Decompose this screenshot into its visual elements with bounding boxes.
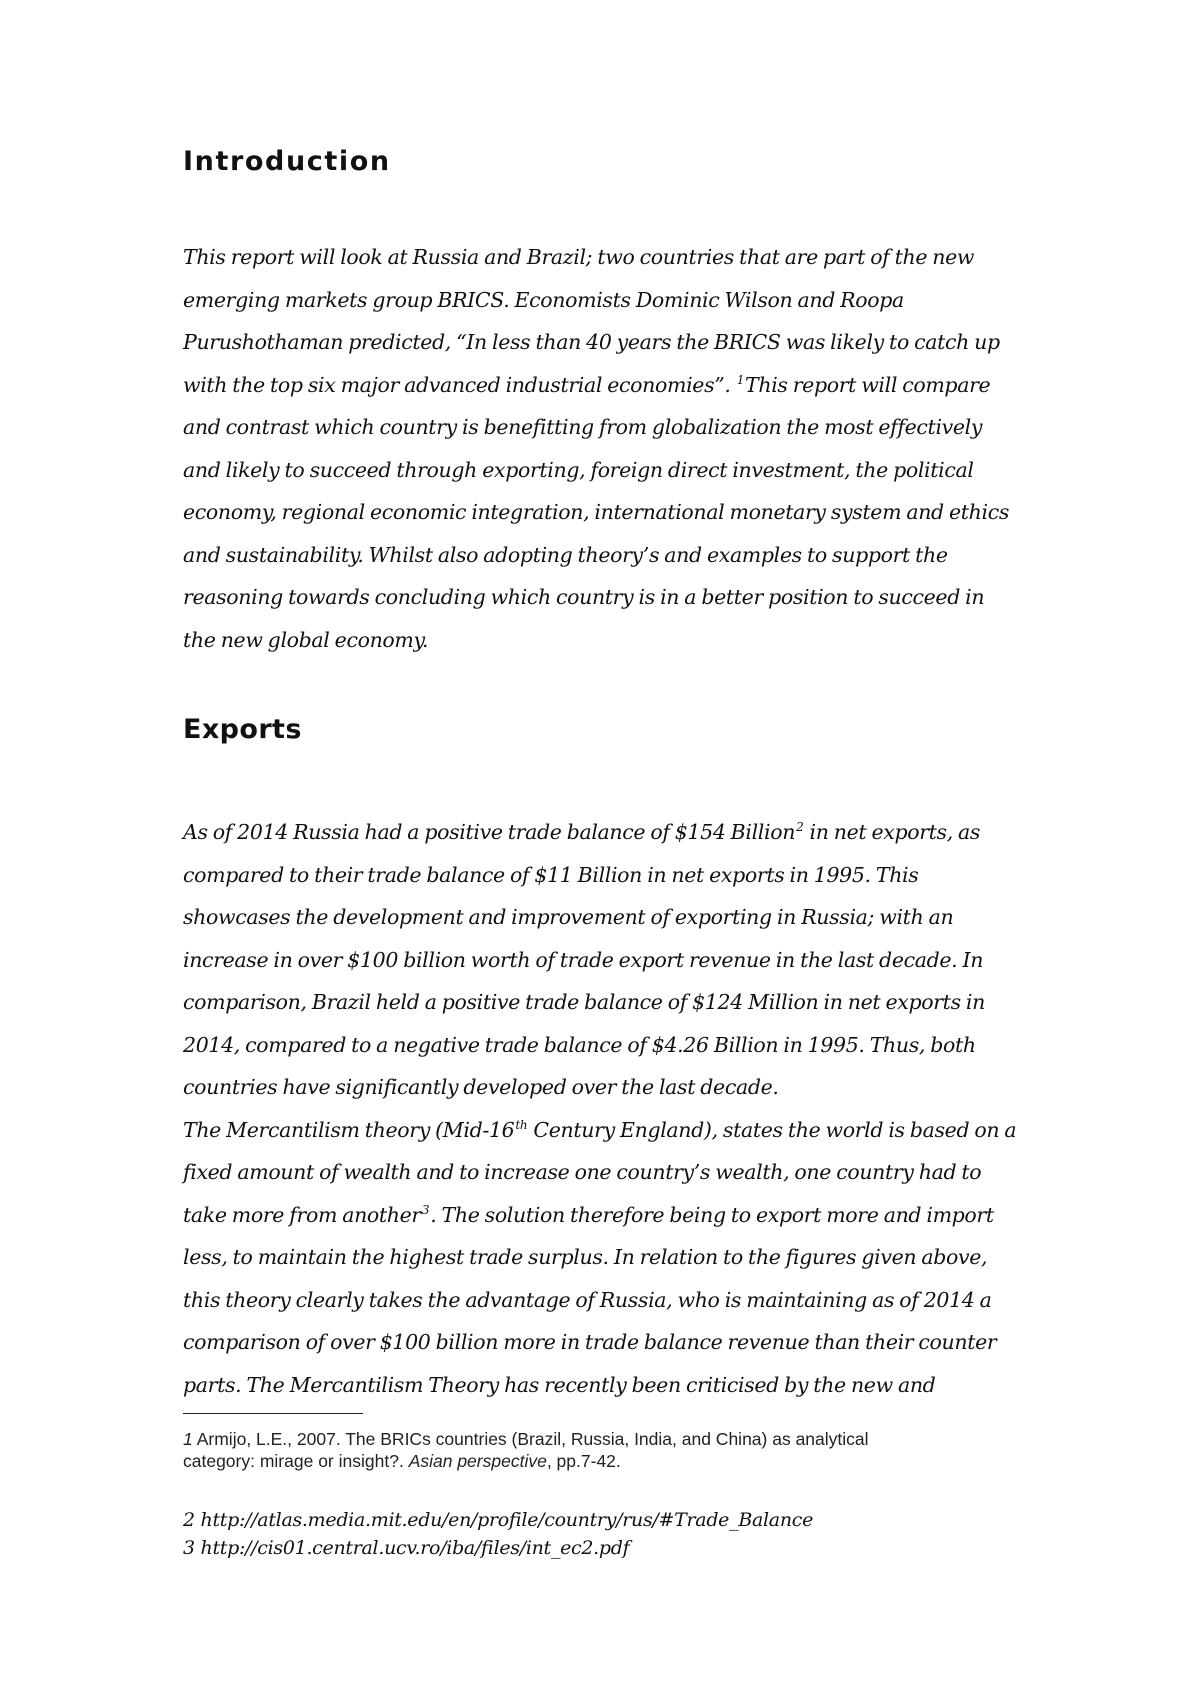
text-segment: take more from another [183, 1202, 421, 1227]
text-line: and contrast which country is benefitting from globalization the most effectively [183, 415, 983, 439]
journal-title: Asian perspective [408, 1451, 547, 1471]
footnote-ref-1: 1 [736, 372, 745, 387]
footnote-2: 2 http://atlas.media.mit.edu/en/profile/country/rus/#Trade_Balance [183, 1509, 814, 1531]
text-line: reasoning towards concluding which country is in a better position to succeed in [183, 585, 985, 609]
introduction-heading: Introduction [183, 146, 391, 177]
text-line: compared to their trade balance of $11 Billion in net exports in 1995. This [183, 862, 919, 887]
text-line: comparison, Brazil held a positive trade balance of $124 Million in net exports in [183, 990, 985, 1014]
footnote-line [183, 1450, 1043, 1472]
text-segment: As of 2014 Russia had a positive trade balance of $154 Billion [183, 820, 796, 844]
footnote-text: , pp.7-42. [546, 1451, 621, 1471]
text-line: This report will look at Russia and Brazil; two countries that are part of the new [183, 245, 975, 269]
text-line: and sustainability. Whilst also adopting theory’s and examples to support the [183, 542, 948, 567]
ordinal-superscript: th [515, 1117, 528, 1132]
footnote-ref-3: 3 [421, 1202, 430, 1217]
text-line: economy, regional economic integration, international monetary system and ethics [183, 500, 1010, 524]
footnote-3: 3 http://cis01.central.ucv.ro/iba/files/int_ec2.pdf [183, 1537, 630, 1559]
text-segment: Century England), states the world is based on a [533, 1117, 1017, 1142]
text-line: parts. The Mercantilism Theory has recently been criticised by the new and [183, 1372, 936, 1397]
footnote-separator [183, 1413, 363, 1414]
text-line [183, 1109, 1043, 1152]
footnote-number: 1 [183, 1429, 193, 1449]
text-line [183, 811, 1043, 854]
text-line: emerging markets group BRICS. Economists Dominic Wilson and Roopa [183, 287, 904, 312]
footnote-ref-2: 2 [796, 820, 804, 834]
text-line: the new global economy. [183, 627, 429, 652]
text-line: fixed amount of wealth and to increase one country’s wealth, one country had to [183, 1160, 982, 1184]
text-line: and likely to succeed through exporting, foreign direct investment, the political [183, 457, 974, 482]
text-line: Purushothaman predicted, “In less than 40 years the BRICS was likely to catch up [183, 330, 1000, 354]
text-line: this theory clearly takes the advantage of Russia, who is maintaining as of 2014 a [183, 1287, 992, 1312]
text-segment: . The solution therefore being to export more and import [430, 1202, 994, 1227]
exports-paragraph [183, 811, 1043, 1406]
text-line: 2014, compared to a negative trade balance of $4.26 Billion in 1995. Thus, both [183, 1032, 976, 1057]
text-line [183, 364, 1043, 407]
footnote-text: Armijo, L.E., 2007. The BRICs countries (Brazil, Russia, India, and China) as analytical [196, 1429, 869, 1449]
text-segment: The Mercantilism theory (Mid-16 [183, 1117, 515, 1142]
footnote-line [183, 1428, 1043, 1450]
introduction-paragraph [183, 236, 1043, 661]
footnote-1 [183, 1428, 1043, 1472]
text-segment: with the top six major advanced industrial economies”. [183, 372, 731, 397]
text-line: increase in over $100 billion worth of trade export revenue in the last decade. In [183, 947, 984, 972]
text-line: showcases the development and improvement of exporting in Russia; with an [183, 905, 954, 929]
text-line: countries have significantly developed over the last decade. [183, 1075, 779, 1099]
text-segment: in net exports, as [809, 820, 981, 844]
text-line [183, 1194, 1043, 1237]
text-segment: This report will compare [745, 372, 991, 397]
text-line: comparison of over $100 billion more in trade balance revenue than their counter [183, 1330, 997, 1354]
footnote-text: category: mirage or insight?. [183, 1451, 404, 1471]
exports-heading: Exports [183, 714, 302, 745]
text-line: less, to maintain the highest trade surplus. In relation to the figures given above, [183, 1245, 988, 1269]
